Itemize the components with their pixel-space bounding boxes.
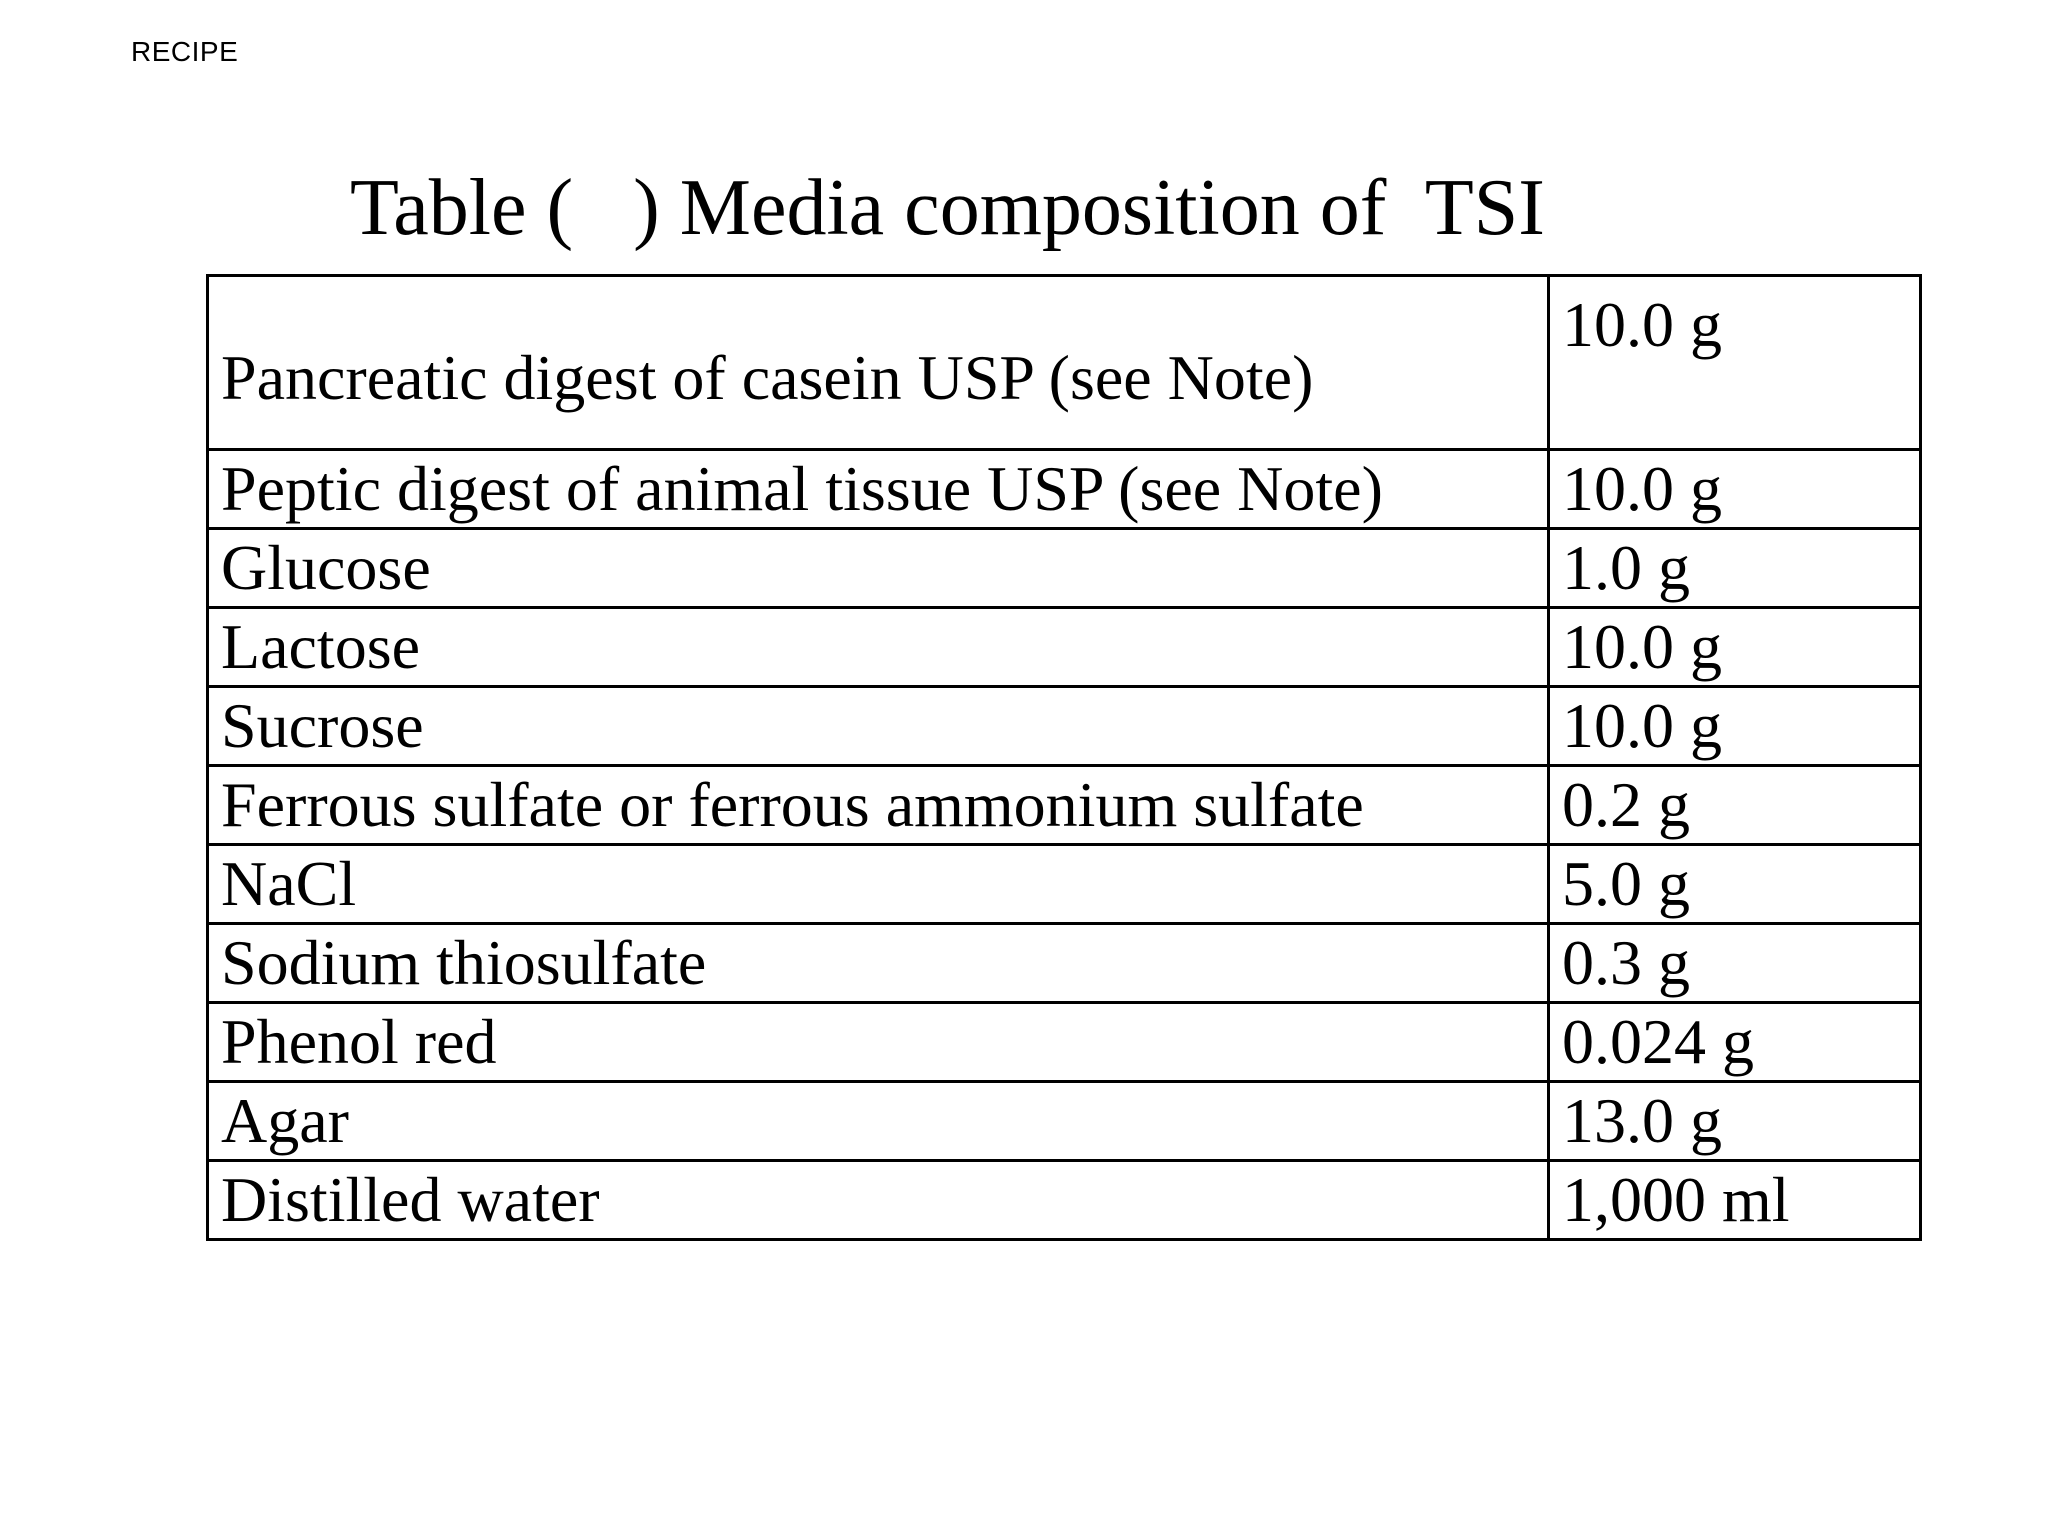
table-row bbox=[208, 1161, 1921, 1240]
table-row bbox=[208, 1003, 1921, 1082]
amount-cell: 10.0 g bbox=[1549, 687, 1921, 766]
amount-cell: 0.2 g bbox=[1549, 766, 1921, 845]
amount-cell: 10.0 g bbox=[1549, 608, 1921, 687]
ingredient-cell: Sodium thiosulfate bbox=[208, 924, 1549, 1003]
amount-cell: 10.0 g bbox=[1549, 450, 1921, 529]
ingredient-cell: Agar bbox=[208, 1082, 1549, 1161]
amount-cell: 1.0 g bbox=[1549, 529, 1921, 608]
amount-cell: 0.024 g bbox=[1549, 1003, 1921, 1082]
table-row bbox=[208, 608, 1921, 687]
ingredient-cell: NaCl bbox=[208, 845, 1549, 924]
ingredient-cell: Phenol red bbox=[208, 1003, 1549, 1082]
ingredient-cell: Lactose bbox=[208, 608, 1549, 687]
recipe-label: RECIPE bbox=[131, 36, 239, 67]
ingredient-cell: Glucose bbox=[208, 529, 1549, 608]
ingredient-cell: Distilled water bbox=[208, 1161, 1549, 1240]
table-title: Table ( ) Media composition of TSI bbox=[350, 164, 1545, 252]
ingredient-cell: Ferrous sulfate or ferrous ammonium sulfate bbox=[208, 766, 1549, 845]
ingredient-cell: Peptic digest of animal tissue USP (see Note) bbox=[208, 450, 1549, 529]
table-row bbox=[208, 766, 1921, 845]
table-row bbox=[208, 529, 1921, 608]
amount-cell: 13.0 g bbox=[1549, 1082, 1921, 1161]
table-row bbox=[208, 450, 1921, 529]
table-row bbox=[208, 687, 1921, 766]
table-row bbox=[208, 924, 1921, 1003]
amount-cell: 1,000 ml bbox=[1549, 1161, 1921, 1240]
ingredient-cell: Sucrose bbox=[208, 687, 1549, 766]
amount-cell: 0.3 g bbox=[1549, 924, 1921, 1003]
table-row bbox=[208, 1082, 1921, 1161]
amount-cell: 10.0 g bbox=[1549, 276, 1921, 450]
amount-cell: 5.0 g bbox=[1549, 845, 1921, 924]
ingredient-cell: Pancreatic digest of casein USP (see Note) bbox=[208, 276, 1549, 450]
table-row bbox=[208, 845, 1921, 924]
table-row bbox=[208, 276, 1921, 450]
media-composition-table bbox=[206, 274, 1922, 1241]
